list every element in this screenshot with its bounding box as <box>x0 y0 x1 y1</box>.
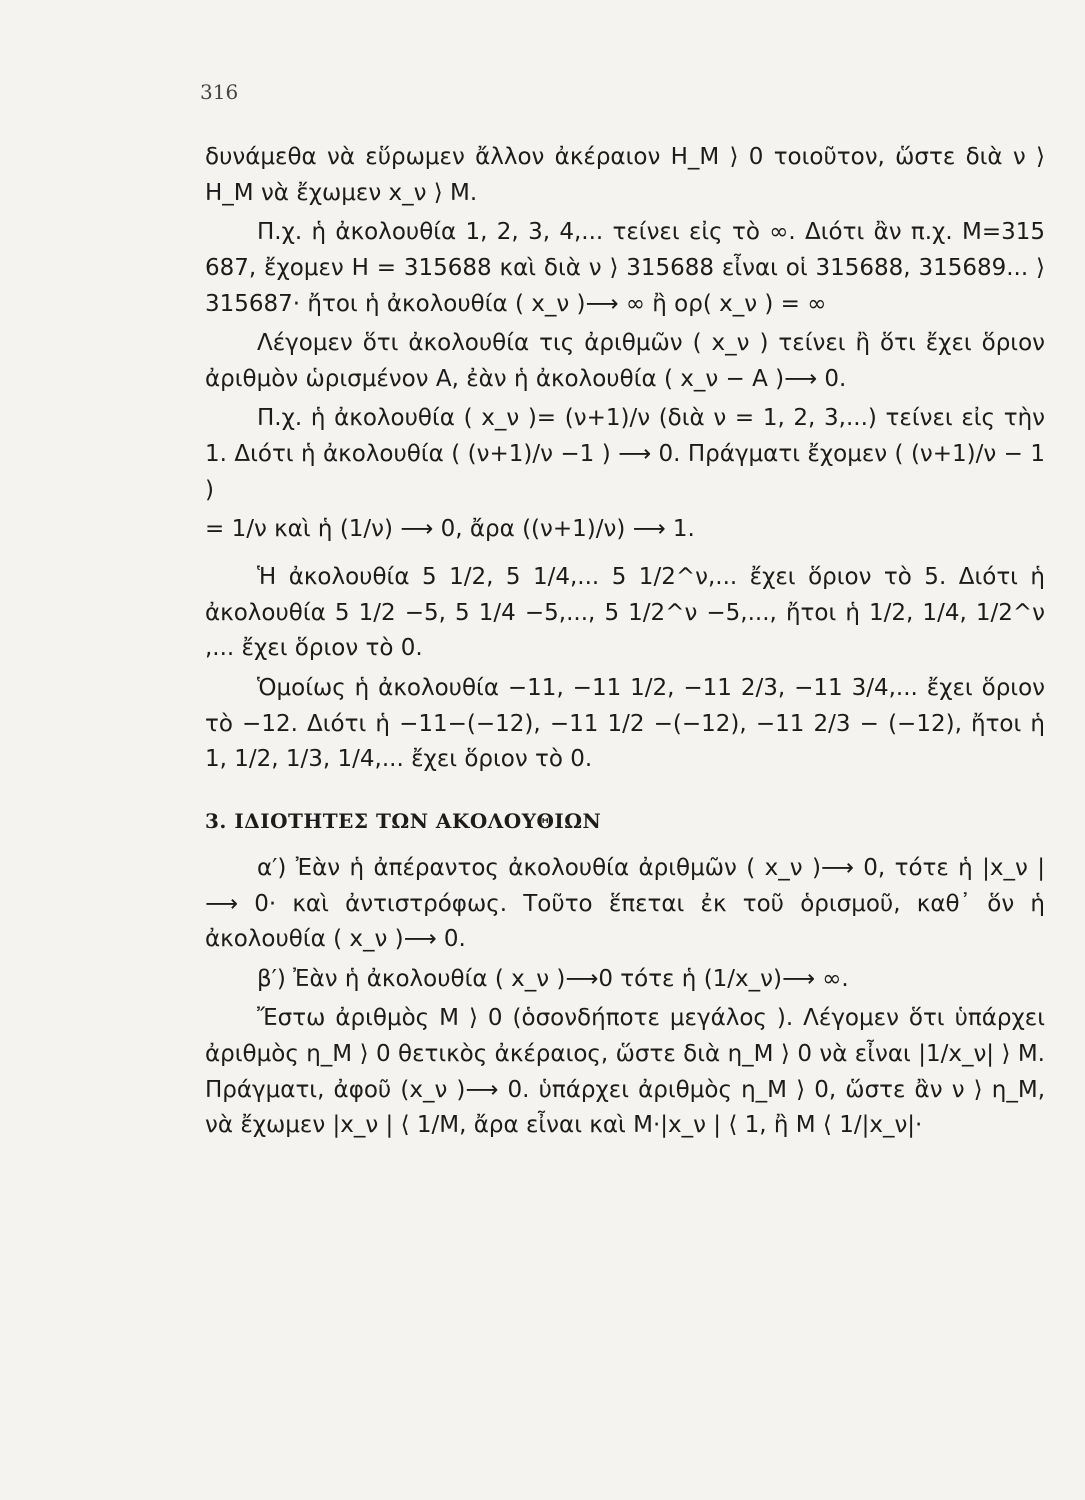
paragraph: δυνάμεθα νὰ εὕρωμεν ἄλλον ἀκέραιον Η_M ⟩ 0 τοιοῦτον, ὥστε διὰ ν ⟩ Η_M νὰ ἔχωμεν x_ν ⟩ Μ. <box>205 144 1045 206</box>
paragraph: Ὁμοίως ἡ ἀκολουθία −11, −11 1/2, −11 2/3, −11 3/4,... ἔχει ὅριον τὸ −12. Διότι ἡ −11−(−12), −11 1/2 −(−12), −11 2/3 − (−12), ἤτοι ἡ 1, 1/2, 1/3, 1/4,... ἔχει ὅριον τὸ 0. <box>205 674 1045 773</box>
paragraph: β′) Ἐὰν ἡ ἀκολουθία ( x_ν )⟶0 τότε ἡ (1/x_ν)⟶ ∞. <box>257 965 849 992</box>
paragraph: α′) Ἐὰν ἡ ἀπέραντος ἀκολουθία ἀριθμῶν ( x_ν )⟶ 0, τότε ἡ |x_ν |⟶ 0· καὶ ἀντιστρόφως. Τοῦτο ἕπεται ἐκ τοῦ ὁρισμοῦ, καθ᾽ ὅν ἡ ἀκολουθία ( x_ν )⟶ 0. <box>205 854 1045 953</box>
section-heading: 3. ΙΔΙΟΤΗΤΕΣ ΤΩΝ ΑΚΟΛΟΥΘΙΩΝ <box>205 808 602 833</box>
paragraph: Λέγομεν ὅτι ἀκολουθία τις ἀριθμῶν ( x_ν ) τείνει ἢ ὅτι ἔχει ὅριον ἀριθμὸν ὡρισμένον Α, ἐὰν ἡ ἀκολουθία ( x_ν − Α )⟶ 0. <box>205 330 1045 392</box>
paragraph: Ἡ ἀκολουθία 5 1/2, 5 1/4,... 5 1/2^ν,... ἔχει ὅριον τὸ 5. Διότι ἡ ἀκολουθία 5 1/2 −5, 5 1/4 −5,..., 5 1/2^ν −5,..., ἤτοι ἡ 1/2, 1/4, 1/2^ν ,... ἔχει ὅριον τὸ 0. <box>205 564 1045 662</box>
paragraph: Π.χ. ἡ ἀκολουθία ( x_ν )= (ν+1)/ν (διὰ ν = 1, 2, 3,...) τείνει εἰς τὴν 1. Διότι ἡ ἀκολουθία ( (ν+1)/ν −1 ) ⟶ 0. Πράγματι ἔχομεν ( (ν+1)/ν − 1 ) <box>205 405 1045 503</box>
formula-line: = 1/ν καὶ ἡ (1/ν) ⟶ 0, ἄρα ((ν+1)/ν) ⟶ 1. <box>205 516 695 543</box>
paragraph: Π.χ. ἡ ἀκολουθία 1, 2, 3, 4,... τείνει εἰς τὸ ∞. Διότι ἂν π.χ. Μ=315 687, ἔχομεν Η = 315688 καὶ διὰ ν ⟩ 315688 εἶναι οἱ 315688, 315689... ⟩ 315687· ἤτοι ἡ ἀκολουθία ( x_ν )⟶ ∞ ἢ ορ( x_ν ) = ∞ <box>205 219 1045 317</box>
page-body <box>205 140 1045 1148</box>
paragraph: Ἔστω ἀριθμὸς Μ ⟩ 0 (ὁσονδήποτε μεγάλος ). Λέγομεν ὅτι ὑπάρχει ἀριθμὸς η_M ⟩ 0 θετικὸς ἀκέραιος, ὥστε διὰ η_M ⟩ 0 νὰ εἶναι |1/x_ν| ⟩ Μ. Πράγματι, ἀφοῦ (x_ν )⟶ 0. ὑπάρχει ἀριθμὸς η_M ⟩ 0, ὥστε ἂν ν ⟩ η_M, νὰ ἔχωμεν |x_ν | ⟨ 1/Μ, ἄρα εἶναι καὶ Μ·|x_ν | ⟨ 1, ἢ Μ ⟨ 1/|x_ν|· <box>205 1005 1045 1139</box>
page-number: 316 <box>200 80 239 104</box>
